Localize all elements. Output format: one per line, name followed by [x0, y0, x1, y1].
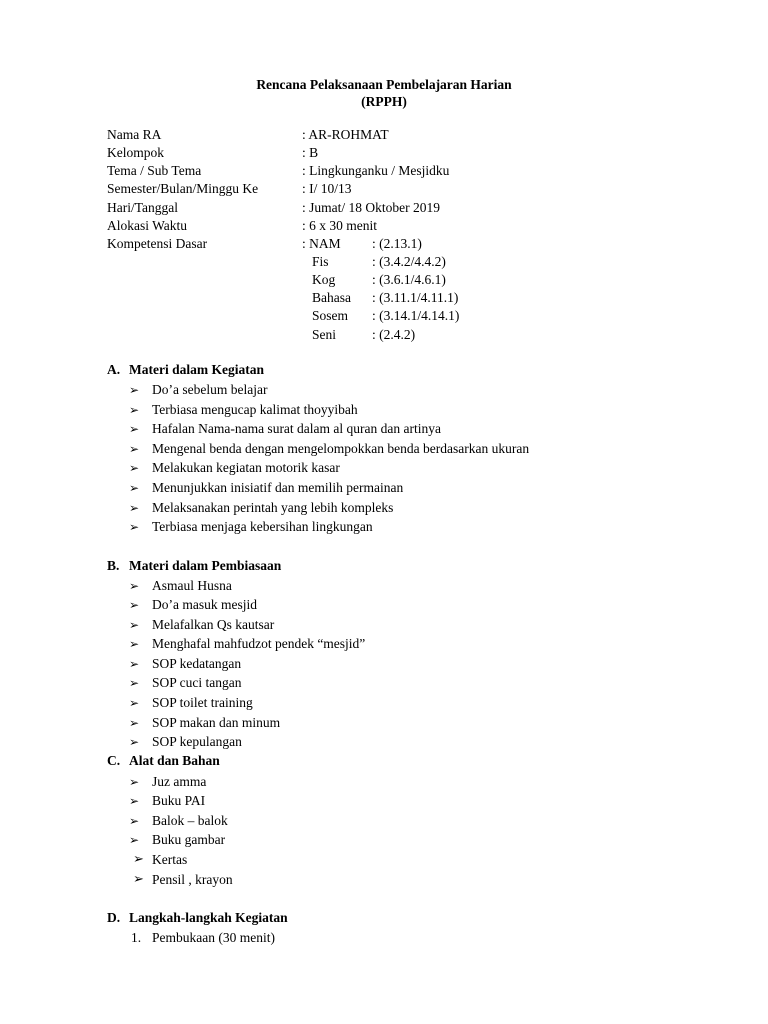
arrow-bullet-icon: ➢	[129, 735, 140, 749]
section-letter: B.	[107, 558, 120, 573]
info-value-nama-ra: : AR-ROHMAT	[302, 127, 389, 142]
arrow-bullet-icon: ➢	[129, 775, 140, 789]
arrow-bullet-icon: ➢	[129, 814, 140, 828]
kd-code-sosem: : (3.14.1/4.14.1)	[372, 308, 460, 323]
info-value-kelompok: : B	[302, 145, 319, 160]
arrow-bullet-icon: ➢	[133, 871, 144, 886]
document-title: Rencana Pelaksanaan Pembelajaran Harian	[256, 77, 512, 92]
arrow-bullet-icon: ➢	[129, 794, 140, 808]
arrow-bullet-icon: ➢	[129, 579, 140, 593]
arrow-bullet-icon: ➢	[129, 676, 140, 690]
list-item: Buku gambar	[152, 832, 226, 847]
info-label-kompetensi-dasar: Kompetensi Dasar	[107, 236, 208, 251]
section-title: Materi dalam Pembiasaan	[129, 558, 282, 573]
arrow-bullet-icon: ➢	[129, 520, 140, 534]
info-value-hari-tanggal: : Jumat/ 18 Oktober 2019	[302, 200, 440, 215]
section-letter: D.	[107, 910, 121, 925]
section-title: Materi dalam Kegiatan	[129, 362, 264, 377]
info-value-kompetensi-dasar: : NAM	[302, 236, 341, 251]
list-item: Terbiasa mengucap kalimat thoyyibah	[152, 402, 358, 417]
arrow-bullet-icon: ➢	[129, 618, 140, 632]
list-item: Mengenal benda dengan mengelompokkan benda berdasarkan ukuran	[152, 441, 530, 456]
list-item: Balok – balok	[152, 813, 228, 828]
document-subtitle: (RPPH)	[361, 94, 407, 109]
info-label-tema: Tema / Sub Tema	[107, 163, 202, 178]
info-label-semester: Semester/Bulan/Minggu Ke	[107, 181, 259, 196]
kd-name-seni: Seni	[312, 327, 337, 342]
list-item: Menghafal mahfudzot pendek “mesjid”	[152, 636, 366, 651]
list-item: Juz amma	[152, 774, 207, 789]
info-value-tema: : Lingkunganku / Mesjidku	[302, 163, 450, 178]
arrow-bullet-icon: ➢	[129, 696, 140, 710]
kd-code-seni: : (2.4.2)	[372, 327, 416, 342]
kd-code-kog: : (3.6.1/4.6.1)	[372, 272, 446, 287]
list-item: Melafalkan Qs kautsar	[152, 617, 275, 632]
list-item: Asmaul Husna	[152, 578, 232, 593]
kd-code-bahasa: : (3.11.1/4.11.1)	[372, 290, 459, 305]
list-number: 1.	[131, 930, 142, 945]
info-label-kelompok: Kelompok	[107, 145, 164, 160]
list-item: SOP cuci tangan	[152, 675, 242, 690]
kd-name-fis: Fis	[312, 254, 329, 269]
info-label-hari-tanggal: Hari/Tanggal	[107, 200, 179, 215]
list-item: Menunjukkan inisiatif dan memilih permainan	[152, 480, 404, 495]
arrow-bullet-icon: ➢	[129, 637, 140, 651]
arrow-bullet-icon: ➢	[133, 851, 144, 866]
arrow-bullet-icon: ➢	[129, 422, 140, 436]
list-item: SOP makan dan minum	[152, 715, 281, 730]
arrow-bullet-icon: ➢	[129, 657, 140, 671]
arrow-bullet-icon: ➢	[129, 833, 140, 847]
kd-code-nam: : (2.13.1)	[372, 236, 422, 251]
arrow-bullet-icon: ➢	[129, 442, 140, 456]
kd-name-kog: Kog	[312, 272, 336, 287]
kd-code-fis: : (3.4.2/4.4.2)	[372, 254, 446, 269]
list-item: Terbiasa menjaga kebersihan lingkungan	[152, 519, 373, 534]
kd-name-bahasa: Bahasa	[312, 290, 351, 305]
arrow-bullet-icon: ➢	[129, 403, 140, 417]
list-item: Buku PAI	[152, 793, 206, 808]
list-item: Do’a masuk mesjid	[152, 597, 257, 612]
section-letter: C.	[107, 753, 121, 768]
kd-name-sosem: Sosem	[312, 308, 349, 323]
info-value-semester: : I/ 10/13	[302, 181, 352, 196]
info-label-alokasi-waktu: Alokasi Waktu	[107, 218, 188, 233]
list-item: Melaksanakan perintah yang lebih kompleks	[152, 500, 394, 515]
section-letter: A.	[107, 362, 121, 377]
list-item: Pembukaan (30 menit)	[152, 930, 275, 945]
arrow-bullet-icon: ➢	[129, 501, 140, 515]
section-title: Langkah-langkah Kegiatan	[129, 910, 288, 925]
info-label-nama-ra: Nama RA	[107, 127, 162, 142]
list-item: Kertas	[152, 852, 188, 867]
arrow-bullet-icon: ➢	[129, 716, 140, 730]
list-item: SOP toilet training	[152, 695, 253, 710]
arrow-bullet-icon: ➢	[129, 598, 140, 612]
list-item: Hafalan Nama-nama surat dalam al quran dan artinya	[152, 421, 441, 436]
arrow-bullet-icon: ➢	[129, 383, 140, 397]
list-item: Do’a sebelum belajar	[152, 382, 268, 397]
list-item: Pensil , krayon	[152, 872, 233, 887]
list-item: SOP kepulangan	[152, 734, 242, 749]
list-item: Melakukan kegiatan motorik kasar	[152, 460, 340, 475]
arrow-bullet-icon: ➢	[129, 461, 140, 475]
section-title: Alat dan Bahan	[129, 753, 220, 768]
list-item: SOP kedatangan	[152, 656, 242, 671]
arrow-bullet-icon: ➢	[129, 481, 140, 495]
info-value-alokasi-waktu: : 6 x 30 menit	[302, 218, 377, 233]
